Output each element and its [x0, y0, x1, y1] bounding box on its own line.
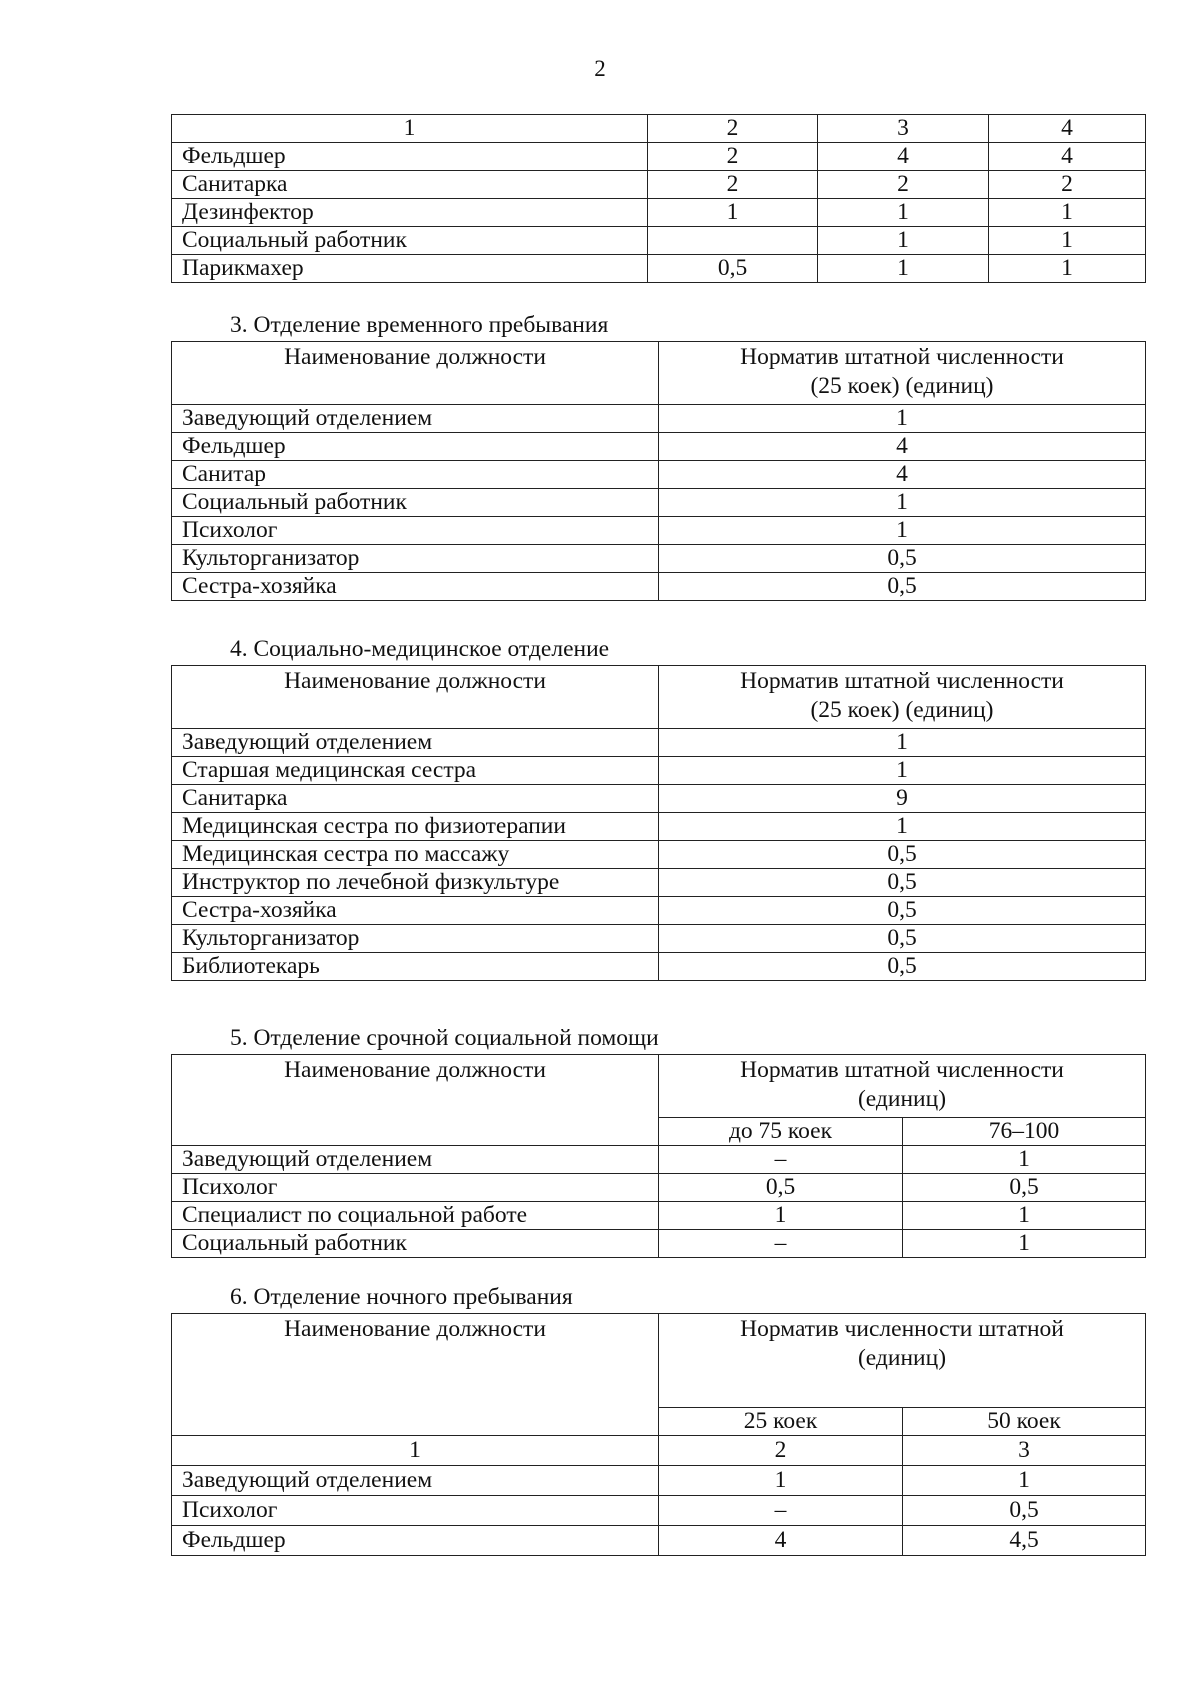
table-row: [172, 545, 1146, 573]
position-name: Заведующий отделением: [172, 729, 659, 757]
position-name: Психолог: [172, 1174, 659, 1202]
staff-value: 1: [989, 255, 1146, 283]
position-name: Старшая медицинская сестра: [172, 757, 659, 785]
table-row: [172, 1466, 1146, 1496]
staff-value: 2: [648, 171, 818, 199]
table-row: [172, 813, 1146, 841]
staff-value: 1: [903, 1230, 1146, 1258]
position-name: Инструктор по лечебной физкультуре: [172, 869, 659, 897]
position-name: Санитарка: [172, 785, 659, 813]
header-position: Наименование должности: [172, 666, 659, 729]
staff-value: 1: [903, 1466, 1146, 1496]
position-name: Фельдшер: [172, 1526, 659, 1556]
staff-value: 1: [659, 1202, 903, 1230]
staff-value: 2: [818, 171, 989, 199]
position-name: Библиотекарь: [172, 953, 659, 981]
column-number: 4: [989, 115, 1146, 143]
section-3-title: 3. Отделение временного пребывания: [230, 312, 609, 338]
staff-value: 0,5: [903, 1174, 1146, 1202]
position-name: Заведующий отделением: [172, 1146, 659, 1174]
staff-value: 0,5: [659, 1174, 903, 1202]
section-5-title: 5. Отделение срочной социальной помощи: [230, 1025, 659, 1051]
section-6-title: 6. Отделение ночного пребывания: [230, 1284, 573, 1310]
staff-value: 1: [659, 489, 1146, 517]
staff-value: 1: [659, 813, 1146, 841]
position-name: Медицинская сестра по физиотерапии: [172, 813, 659, 841]
position-name: Санитар: [172, 461, 659, 489]
table-row: [172, 1496, 1146, 1526]
staff-value: 1: [818, 255, 989, 283]
staff-value: 4: [818, 143, 989, 171]
staff-value: 4,5: [903, 1526, 1146, 1556]
position-name: Социальный работник: [172, 1230, 659, 1258]
staff-value: 4: [989, 143, 1146, 171]
table-row: [172, 143, 1146, 171]
position-name: Психолог: [172, 517, 659, 545]
position-name: Фельдшер: [172, 433, 659, 461]
staff-value: 0,5: [659, 869, 1146, 897]
table-row: [172, 869, 1146, 897]
column-number: 1: [172, 1436, 659, 1466]
staff-value: 4: [659, 433, 1146, 461]
column-number: 2: [648, 115, 818, 143]
staff-value: –: [659, 1496, 903, 1526]
position-name: Социальный работник: [172, 227, 648, 255]
staff-value: 0,5: [659, 925, 1146, 953]
table-row: [172, 573, 1146, 601]
staff-value: 0,5: [659, 953, 1146, 981]
table-row: [172, 405, 1146, 433]
header-position: Наименование должности: [172, 1314, 659, 1436]
staff-value: 4: [659, 461, 1146, 489]
column-numbers-row: [172, 1436, 1146, 1466]
section-6-table: [171, 1313, 1146, 1556]
header-position: Наименование должности: [172, 342, 659, 405]
staff-value: 1: [659, 757, 1146, 785]
column-number: 2: [659, 1436, 903, 1466]
header-norm-line2: (единиц): [857, 1345, 947, 1371]
header-norm: [659, 666, 1146, 729]
header-row: [172, 1314, 1146, 1408]
staff-value: 1: [648, 199, 818, 227]
staff-value: 1: [818, 227, 989, 255]
column-numbers-row: [172, 115, 1146, 143]
position-name: Парикмахер: [172, 255, 648, 283]
table-row: [172, 953, 1146, 981]
subheader-beds: до 75 коек: [659, 1118, 903, 1146]
staff-value: 1: [659, 517, 1146, 545]
table-row: [172, 255, 1146, 283]
header-norm-line2: (единиц): [857, 1086, 947, 1112]
table-row: [172, 433, 1146, 461]
page-number: 2: [594, 56, 606, 81]
subheader-beds: 25 коек: [659, 1408, 903, 1436]
staff-value: 0,5: [659, 573, 1146, 601]
header-row: [172, 1055, 1146, 1118]
staff-value: 2: [989, 171, 1146, 199]
table-row: [172, 897, 1146, 925]
table-row: [172, 489, 1146, 517]
staff-value: 0,5: [659, 545, 1146, 573]
staff-value: –: [659, 1230, 903, 1258]
table-row: [172, 227, 1146, 255]
header-norm-line1: Норматив штатной численности: [740, 668, 1064, 694]
section-4-table: [171, 665, 1146, 981]
table-row: [172, 925, 1146, 953]
header-row: [172, 666, 1146, 729]
staff-value: –: [659, 1146, 903, 1174]
header-norm-line2: (25 коек) (единиц): [810, 373, 994, 399]
header-norm: [659, 1314, 1146, 1408]
position-name: Заведующий отделением: [172, 1466, 659, 1496]
staff-value: 1: [818, 199, 989, 227]
staff-value: [648, 227, 818, 255]
position-name: Психолог: [172, 1496, 659, 1526]
table-row: [172, 785, 1146, 813]
subheader-beds: 76–100: [903, 1118, 1146, 1146]
staff-value: 0,5: [659, 897, 1146, 925]
table-row: [172, 199, 1146, 227]
column-number: 3: [903, 1436, 1146, 1466]
table-row: [172, 1174, 1146, 1202]
table-row: [172, 729, 1146, 757]
header-norm-line2: (25 коек) (единиц): [810, 697, 994, 723]
header-norm-line1: Норматив штатной численности: [740, 1057, 1064, 1083]
section-4-title: 4. Социально-медицинское отделение: [230, 636, 610, 662]
staff-value: 1: [659, 729, 1146, 757]
position-name: Сестра-хозяйка: [172, 897, 659, 925]
position-name: Санитарка: [172, 171, 648, 199]
staff-value: 1: [903, 1202, 1146, 1230]
staff-value: 9: [659, 785, 1146, 813]
table-row: [172, 1202, 1146, 1230]
position-name: Медицинская сестра по массажу: [172, 841, 659, 869]
table-row: [172, 757, 1146, 785]
staff-value: 0,5: [903, 1496, 1146, 1526]
position-name: Заведующий отделением: [172, 405, 659, 433]
header-norm: [659, 342, 1146, 405]
column-number: 3: [818, 115, 989, 143]
header-norm: [659, 1055, 1146, 1118]
continuation-table: [171, 114, 1146, 283]
staff-value: 1: [659, 1466, 903, 1496]
position-name: Культорганизатор: [172, 925, 659, 953]
table-row: [172, 461, 1146, 489]
column-number: 1: [172, 115, 648, 143]
staff-value: 1: [903, 1146, 1146, 1174]
table-row: [172, 171, 1146, 199]
table-row: [172, 841, 1146, 869]
table-row: [172, 517, 1146, 545]
header-norm-line1: Норматив штатной численности: [740, 344, 1064, 370]
staff-value: 1: [659, 405, 1146, 433]
position-name: Специалист по социальной работе: [172, 1202, 659, 1230]
section-3-table: [171, 341, 1146, 601]
table-row: [172, 1230, 1146, 1258]
staff-value: 0,5: [648, 255, 818, 283]
header-position: Наименование должности: [172, 1055, 659, 1146]
section-5-table: [171, 1054, 1146, 1258]
position-name: Сестра-хозяйка: [172, 573, 659, 601]
position-name: Культорганизатор: [172, 545, 659, 573]
staff-value: 1: [989, 199, 1146, 227]
header-norm-line1: Норматив численности штатной: [740, 1316, 1064, 1342]
staff-value: 4: [659, 1526, 903, 1556]
subheader-beds: 50 коек: [903, 1408, 1146, 1436]
position-name: Дезинфектор: [172, 199, 648, 227]
staff-value: 2: [648, 143, 818, 171]
position-name: Социальный работник: [172, 489, 659, 517]
table-row: [172, 1526, 1146, 1556]
position-name: Фельдшер: [172, 143, 648, 171]
header-row: [172, 342, 1146, 405]
table-row: [172, 1146, 1146, 1174]
staff-value: 1: [989, 227, 1146, 255]
staff-value: 0,5: [659, 841, 1146, 869]
